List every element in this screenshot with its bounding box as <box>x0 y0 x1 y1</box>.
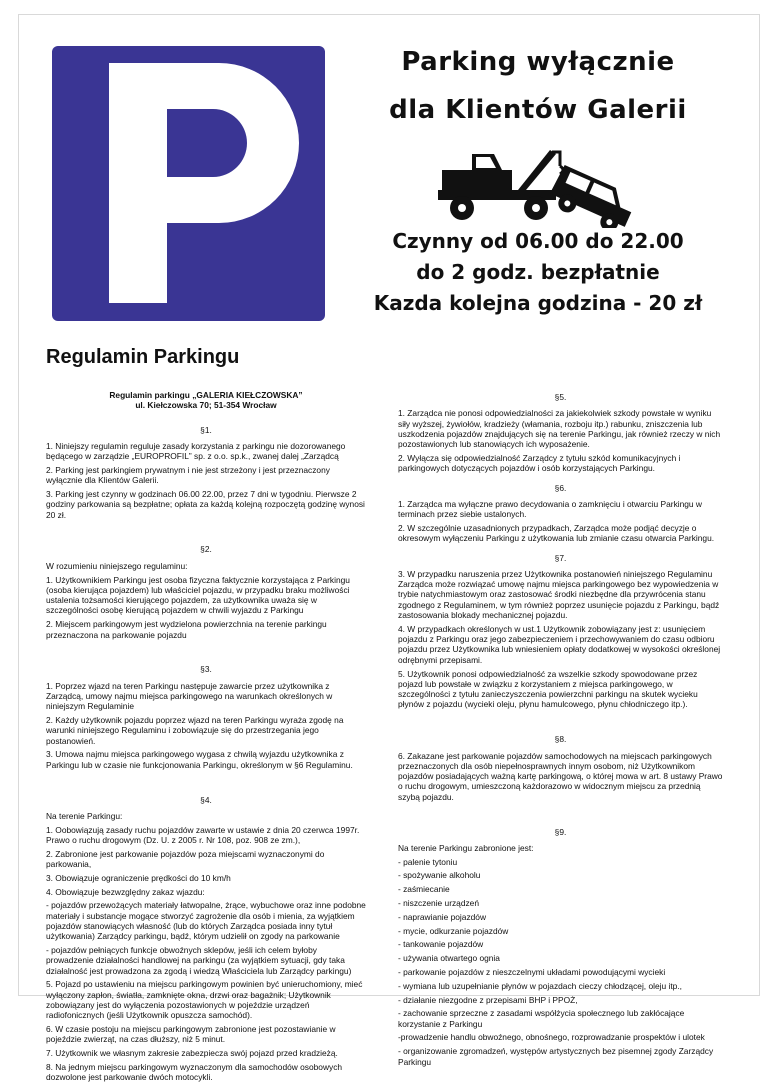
section-paragraph: Na terenie Parkingu: <box>46 810 123 821</box>
section-paragraph: 4. W przypadkach określonych w ust.1 Użytkownik zobowiązany jest z: usunięciem pojazdu z Parkingu oraz jego zabezpieczeniem i przechowywaniem do czasu odbioru pojazdu przez Użytkownika lub wniesieniem opłaty dodatkowej w wysokości określonej odrębnymi przepisami. <box>398 623 721 665</box>
section-paragraph: 1. Zarządca nie ponosi odpowiedzialności za jakiekolwiek szkody powstałe w wyniku siły wyższej, żywiołów, kradzieży (włamania, rozboju itp.) rabunku, zniszczenia lub uszkodzenia pojazdów znajdujących się na terenie Parkingu, jak również rzeczy w nich pozostawionych lub stanowiących ich wyposażenie. <box>398 408 721 450</box>
hours-line: do 2 godz. bezpłatnie <box>416 260 660 284</box>
parking-sign-icon <box>109 63 299 303</box>
section-paragraph: 3. Umowa najmu miejsca parkingowego wygasa z chwilą wyjazdu użytkownika z Parkingu lub w czasie nie funkcjonowania Parkingu, określonym w §6 Regulaminu. <box>46 749 353 770</box>
section-paragraph: 8. Na jednym miejscu parkingowym wyznaczonym dla samochodów osobowych dozwolone jest parkowanie dwóch motocykli. <box>46 1062 343 1083</box>
section-paragraph: - pojazdów pełniących funkcje obwoźnych sklepów, jeśli ich celem byłoby prowadzenie działalności handlowej na parkingu (za wyjątkiem sytuacji, gdy taka działalność jest prowadzona za zgodą i wiedzą Właściciela lub Zarządcy parkingu) <box>46 945 352 976</box>
section-paragraph: - zaśmiecanie <box>398 884 450 895</box>
section-paragraph: 5. Pojazd po ustawieniu na miejscu parkingowym powinien być unieruchomiony, mieć wyłączony zapłon, światła, zamknięte okna, drzwi oraz bagażnik; Użytkownik zobowiązany jest do wyłączenia pozostawionych w pojeździe urządzeń radiofonicznych (jeśli Użytkownik opuszcza samochód). <box>46 979 363 1021</box>
regulamin-title: Regulamin Parkingu <box>46 346 240 368</box>
section-heading: §7. <box>554 552 567 563</box>
section-paragraph: 3. W przypadku naruszenia przez Użytkownika postanowień niniejszego Regulaminu Zarządca może rozwiązać umowę najmu miejsca parkingowego bez wypowiedzenia w trybie natychmiastowym oraz zastosować środki niezbędne dla przywrócenia stanu zgodnego z Regulaminem, w tym również poprzez usunięcie pojazdu z Parkingu, bądź zastosowania blokady mechanicznej pojazdu. <box>398 568 720 621</box>
header-line: dla Klientów Galerii <box>389 95 687 125</box>
section-heading: §9. <box>554 826 567 837</box>
section-paragraph: - naprawianie pojazdów <box>398 911 486 922</box>
section-heading: §2. <box>200 544 212 555</box>
section-heading: §4. <box>200 794 212 805</box>
hours-line: Czynny od 06.00 do 22.00 <box>392 229 684 253</box>
section-paragraph: 1. Oobowiązują zasady ruchu pojazdów zawarte w ustawie z dnia 20 czerwca 1997r. Prawo o ruchu drogowym (Dz. U. z 2005 r. Nr 108, poz. 908 ze zm.), <box>46 824 360 845</box>
parking-header <box>348 38 728 134</box>
section-paragraph: 3. Parking jest czynny w godzinach 06.00 22.00, przez 7 dni w tygodniu. Pierwsze 2 godziny parkowania są bezpłatne; opłata za każdą kolejną rozpoczętą godzinę wynosi 20 zł. <box>46 489 365 520</box>
section-paragraph: 1. Niniejszy regulamin reguluje zasady korzystania z parkingu nie dozorowanego będącego w zarządzie „EUROPROFIL” sp. z o.o. sp.k., zwanej dalej „Zarządcą <box>46 440 346 462</box>
tow-truck-icon <box>432 140 642 228</box>
section-paragraph: - palenie tytoniu <box>398 856 458 867</box>
regulamin-left-column <box>46 390 366 1086</box>
section-heading: §8. <box>554 734 567 745</box>
section-paragraph: 2. Parking jest parkingiem prywatnym i nie jest strzeżony i jest przeznaczony wyłącznie dla Klientów Galerii. <box>46 464 330 486</box>
section-heading: §1. <box>200 424 212 435</box>
section-paragraph: - tankowanie pojazdów <box>398 939 484 950</box>
section-paragraph: 7. Użytkownik we własnym zakresie zabezpiecza swój pojazd przed kradzieżą. <box>46 1048 338 1059</box>
section-paragraph: W rozumieniu niniejszego regulaminu: <box>46 560 188 571</box>
regulamin-right-column <box>398 392 723 1070</box>
section-paragraph: - organizowanie zgromadzeń, występów artystycznych bez pisemnej zgody Zarządcy Parkingu <box>398 1046 714 1067</box>
section-heading: §6. <box>554 482 567 493</box>
section-paragraph: -prowadzenie handlu obwoźnego, obnośnego, rozprowadzanie prospektów i ulotek <box>398 1032 705 1043</box>
regulamin-address: ul. Kiełczowska 70; 51-354 Wrocław <box>135 400 277 411</box>
parking-sign <box>52 46 325 321</box>
section-paragraph: - mycie, odkurzanie pojazdów <box>398 925 509 936</box>
opening-hours <box>348 226 728 319</box>
section-paragraph: 2. Każdy użytkownik pojazdu poprzez wjazd na teren Parkingu wyraża zgodę na warunki niniejszego Regulaminu i zobowiązuje się do przestrzegania jego postanowień. <box>46 715 344 746</box>
hours-line: Kazda kolejna godzina - 20 zł <box>373 291 703 315</box>
section-paragraph: Na terenie Parkingu zabronione jest: <box>398 842 534 853</box>
section-paragraph: - pojazdów przewożących materiały łatwopalne, żrące, wybuchowe oraz inne podobne materiały i substancje mogące stworzyć zagrożenie dla osób i mienia, za wyjątkiem pojazdów stanowiących własność (lub do których Zarządca posiada inny tytuł użytkowania) Zarządcy parkingu, bądź, którym udzielił on zgody na parkowanie <box>46 900 366 942</box>
section-paragraph: 1. Użytkownikiem Parkingu jest osoba fizyczna faktycznie korzystająca z Parkingu (osoba kierująca pojazdem) lub właściciel pojazdu, w przypadku braku możliwości ustalenia tożsamości kierującego pojazdem, za użytkownika uważa się w szczególności osobę kierującą pojazdem w chwili wyjazdu z Parkingu <box>46 574 350 616</box>
section-paragraph: 6. Zakazane jest parkowanie pojazdów samochodowych na miejscach parkingowych przeznaczonych dla osób niepełnosprawnych innym osobom, niż Użytkownikom pojazdów posiadających ważną kartę parkingową, o której mowa w art. 8 ustawy Prawo o ruchu drogowym, umieszczoną każdorazowo w widocznym miejscu za przednią szybą pojazdu. <box>398 750 723 802</box>
section-paragraph: - zachowanie sprzeczne z zasadami współżycia społecznego lub zakłócające korzystanie z Parkingu <box>398 1008 685 1029</box>
section-paragraph: 6. W czasie postoju na miejscu parkingowym zabronione jest pozostawianie w pojeździe zwierząt, na czas dłuższy, niż 5 minut. <box>46 1024 336 1045</box>
section-paragraph: 4. Obowiązuje bezwzględny zakaz wjazdu: <box>46 886 205 897</box>
section-paragraph: 2. Zabronione jest parkowanie pojazdów poza miejscami wyznaczonymi do parkowania, <box>46 848 325 869</box>
section-heading: §3. <box>200 664 212 675</box>
header-line: Parking wyłącznie <box>401 47 675 77</box>
section-paragraph: - spożywanie alkoholu <box>398 870 481 881</box>
section-paragraph: - wymiana lub uzupełnianie płynów w pojazdach cieczy chłodzącej, oleju itp., <box>398 980 682 991</box>
section-paragraph: - działanie niezgodne z przepisami BHP i PPOŻ, <box>398 994 578 1005</box>
section-paragraph: 2. Wyłącza się odpowiedzialność Zarządcy z tytułu szkód komunikacyjnych i parkingowych dotyczących pojazdów i osób korzystających Parkingu. <box>398 452 681 474</box>
section-heading: §5. <box>554 392 567 402</box>
section-paragraph: 2. Miejscem parkingowym jest wydzielona powierzchnia na terenie parkingu przeznaczona na parkowanie pojazdu <box>46 619 327 640</box>
section-paragraph: 3. Obowiązuje ograniczenie prędkości do 10 km/h <box>46 872 231 883</box>
section-paragraph: 2. W szczególnie uzasadnionych przypadkach, Zarządca może podjąć decyzje o okresowym wyłączeniu Parkingu z użytkowania lub zmianie czasu otwarcia Parkingu. <box>398 522 715 544</box>
section-paragraph: - niszczenie urządzeń <box>398 897 479 908</box>
regulamin-subtitle: Regulamin parkingu „GALERIA KIEŁCZOWSKA” <box>109 390 303 400</box>
section-paragraph: - używania otwartego ognia <box>398 953 500 964</box>
section-paragraph: 5. Użytkownik ponosi odpowiedzialność za wszelkie szkody spowodowane przez pojazd lub powstałe w związku z korzystaniem z miejsca parkingowego, w szczególności z tytułu zanieczyszczenia powierzchni parkingu na skutek wycieku płynów z pojazdu (wycieki oleju, płynu hamulcowego, płynu chłodniczego itp.). <box>398 668 698 710</box>
section-paragraph: 1. Zarządca ma wyłączne prawo decydowania o zamknięciu i otwarciu Parkingu w terminach przez siebie ustalonych. <box>398 498 702 520</box>
section-paragraph: 1. Poprzez wjazd na teren Parkingu następuje zawarcie przez użytkownika z Zarządcą, umowy najmu miejsca parkingowego na warunkach określonych w niniejszym Regulaminie <box>46 680 333 712</box>
section-paragraph: - parkowanie pojazdów z nieszczelnymi układami powodującymi wycieki <box>398 966 666 977</box>
